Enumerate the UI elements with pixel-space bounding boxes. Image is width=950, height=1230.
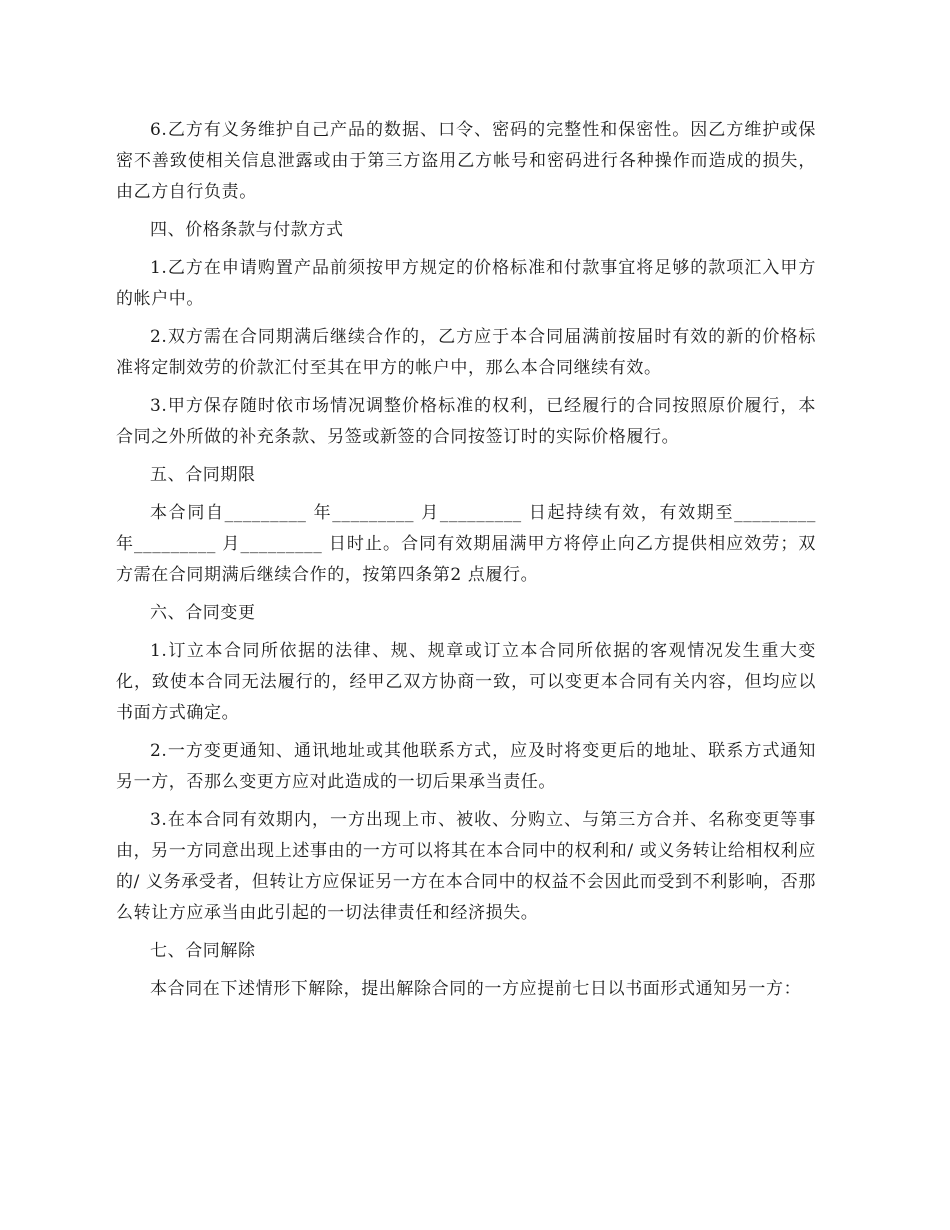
document-page: [116, 115, 816, 1012]
section-4-heading: 四、价格条款与付款方式: [150, 220, 344, 240]
clause-6-3-paragraph: 3.在本合同有效期内，一方出现上市、被收、分购立、与第三方合并、名称变更等事由，另一方同意出现上述事由的一方可以将其在本合同中的权利和/ 或义务转让给相权利应的/ 义务承受者，但转让方应保证另一方在本合同中的权益不会因此而受到不利影响，否那么转让方应承当由此引起的一切法律责任和经济损失。: [116, 810, 816, 923]
termination-paragraph: 本合同在下述情形下解除，提出解除合同的一方应提前七日以书面形式通知另一方：: [150, 979, 802, 999]
clause-6-1-paragraph: 1.订立本合同所依据的法律、规、规章或订立本合同所依据的客观情况发生重大变化，致使本合同无法履行的，经甲乙双方协商一致，可以变更本合同有关内容，但均应以书面方式确定。: [116, 641, 816, 723]
section-6-heading: 六、合同变更: [150, 603, 256, 623]
section-5-heading: 五、合同期限: [150, 465, 256, 485]
clause-4-3-paragraph: 3.甲方保存随时依市场情况调整价格标准的权利，已经履行的合同按照原价履行，本合同之外所做的补充条款、另签或新签的合同按签订时的实际价格履行。: [116, 396, 816, 447]
clause-4-1-paragraph: 1.乙方在申请购置产品前须按甲方规定的价格标准和付款事宜将足够的款项汇入甲方的帐户中。: [116, 258, 816, 309]
clause-6-paragraph: 6.乙方有义务维护自己产品的数据、口令、密码的完整性和保密性。因乙方维护或保密不善致使相关信息泄露或由于第三方盗用乙方帐号和密码进行各种操作而造成的损失，由乙方自行负责。: [116, 120, 816, 202]
section-7-heading: 七、合同解除: [150, 941, 256, 961]
clause-6-2-paragraph: 2.一方变更通知、通讯地址或其他联系方式，应及时将变更后的地址、联系方式通知另一方，否那么变更方应对此造成的一切后果承当责任。: [116, 741, 816, 792]
clause-4-2-paragraph: 2.双方需在合同期满后继续合作的，乙方应于本合同届满前按届时有效的新的价格标准将定制效劳的价款汇付至其在甲方的帐户中，那么本合同继续有效。: [116, 327, 816, 378]
term-paragraph: 本合同自_________ 年_________ 月_________ 日起持续有效，有效期至_________ 年_________ 月_________ 日时止。合同有效期届满甲方将停止向乙方提供相应效劳；双方需在合同期满后继续合作的，按第四条第2 点履行。: [116, 503, 816, 585]
